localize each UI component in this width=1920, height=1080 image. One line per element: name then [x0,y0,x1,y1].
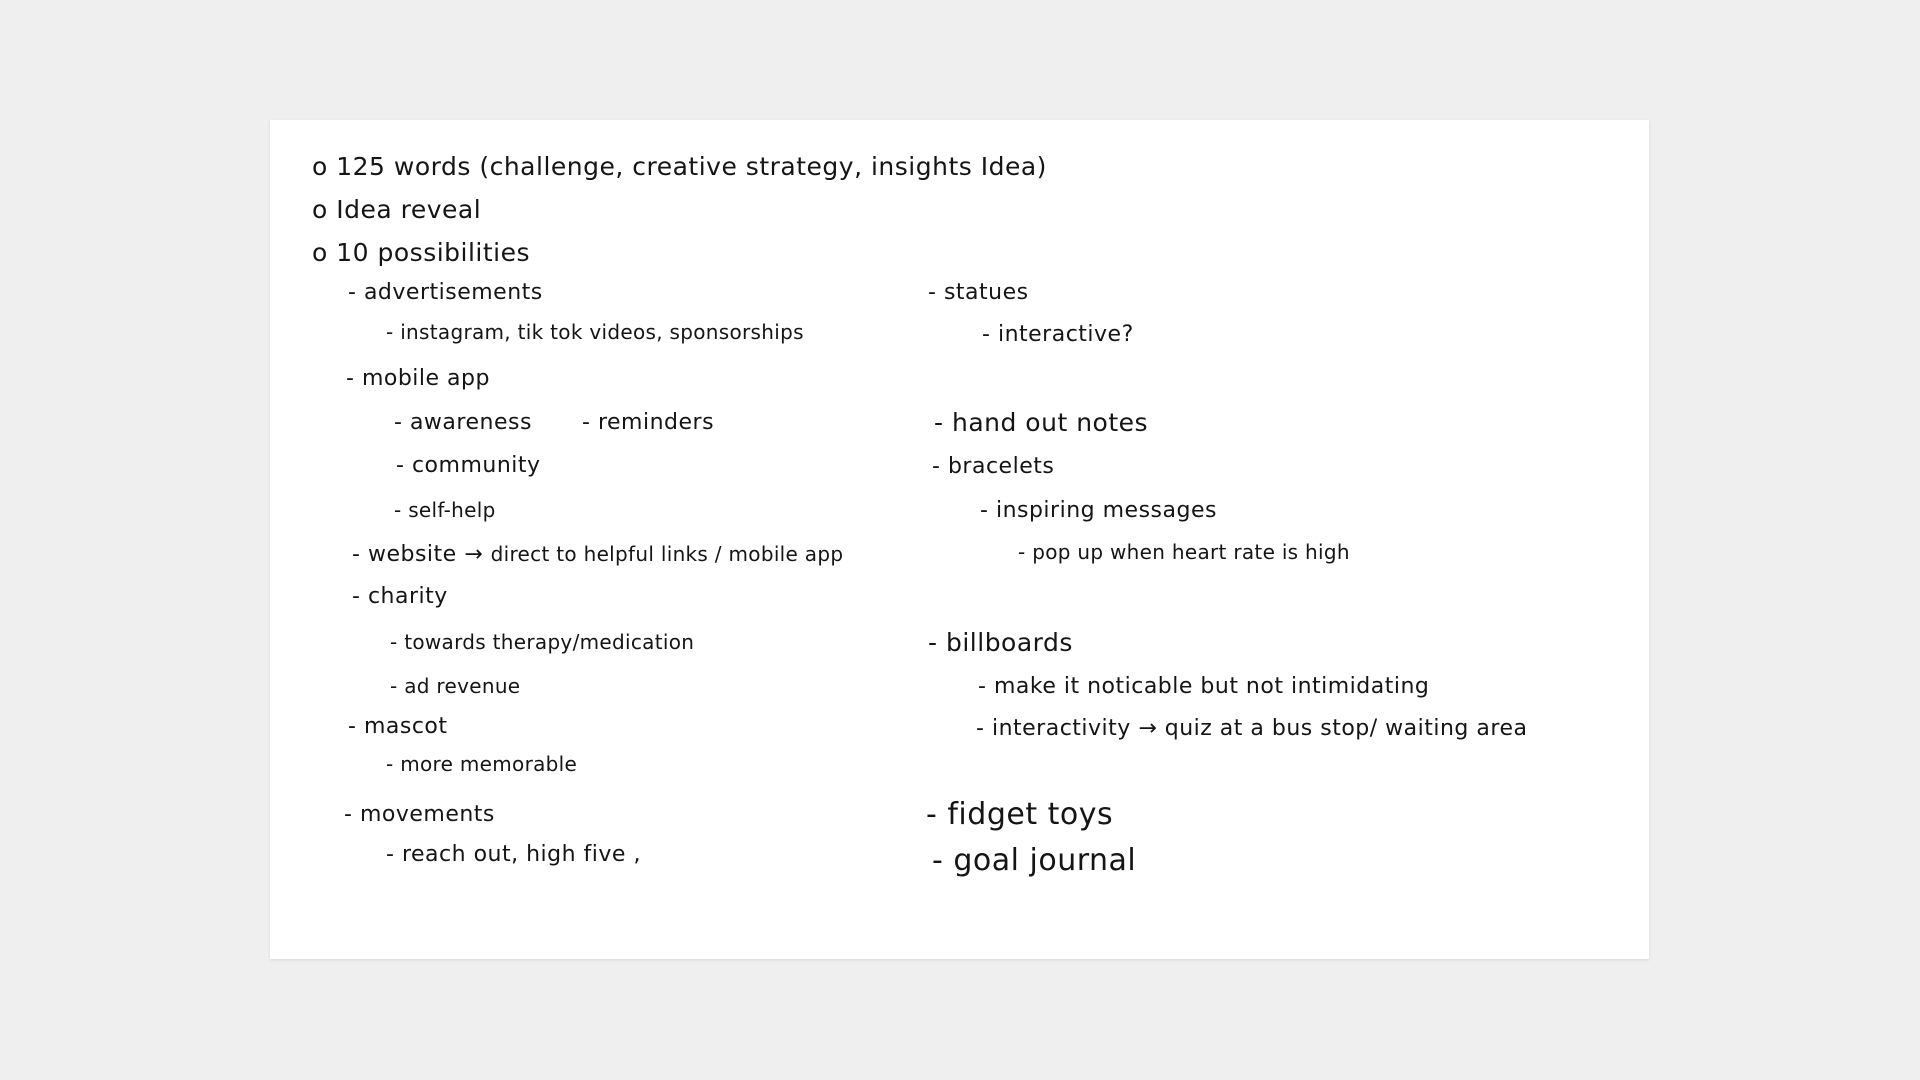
subitem-reminders [582,412,714,434]
item-text: reminders [597,410,715,435]
item-website [352,544,843,566]
dash-marker: - [352,542,361,567]
subitem-charity-ad-revenue [390,676,520,696]
item-text: towards therapy/medication [404,630,695,654]
dash-marker: - [394,410,403,435]
item-mascot [348,716,448,738]
item-text: mascot [363,714,448,739]
dash-marker: - [932,454,941,479]
dash-marker: - [344,802,353,827]
subitem-mascot-memorable [386,754,577,774]
dash-marker: - [386,320,394,344]
item-text: awareness [409,410,532,435]
item-text: hand out notes [951,408,1149,437]
item-goal-journal [932,843,1137,878]
dash-marker: - [982,322,991,347]
item-text: more memorable [400,752,578,776]
item-text: website [367,542,457,567]
dash-marker: - [928,280,937,305]
top-item-word-count [312,154,1047,179]
dash-marker: - [386,752,394,776]
dash-marker: - [928,628,938,657]
item-charity [352,586,448,608]
item-fidget-toys [926,797,1114,832]
dash-marker: - [346,366,355,391]
dash-marker: - [348,714,357,739]
item-text: ad revenue [404,674,521,698]
top-item-text: 125 words (challenge, creative strategy, insights Idea) [336,152,1047,181]
dash-marker: - [348,280,357,305]
item-text: community [411,453,541,478]
arrow-glyph: → [464,542,484,567]
item-text: goal journal [953,843,1137,878]
subitem-billboards-noticable [978,676,1429,698]
item-text: instagram, tik tok videos, sponsorships [400,320,804,344]
subitem-self-help [394,500,496,520]
top-item-text: Idea reveal [336,195,482,224]
top-item-text: 10 possibilities [336,238,531,267]
dash-marker: - [386,842,395,867]
dash-marker: - [934,408,944,437]
dash-marker: - [390,630,398,654]
item-statues [928,282,1029,304]
bullet-marker: o [312,238,328,267]
top-item-possibilities [312,240,530,265]
subitem-bracelets-messages [980,500,1217,522]
bullet-marker: o [312,195,328,224]
item-detail-text: quiz at a bus stop/ waiting area [1164,716,1528,741]
dash-marker: - [980,498,989,523]
dash-marker: - [926,797,938,832]
bullet-marker: o [312,152,328,181]
item-text: bracelets [947,454,1055,479]
item-text: inspiring messages [995,498,1217,523]
dash-marker: - [396,453,405,478]
item-text: interactive? [997,322,1134,347]
subitem-billboards-interactivity [976,718,1527,740]
item-text: advertisements [363,280,543,305]
item-text: movements [359,802,495,827]
item-text: fidget toys [947,797,1114,832]
dash-marker: - [978,674,987,699]
item-text: billboards [945,628,1073,657]
top-item-idea-reveal [312,197,481,222]
item-text: charity [367,584,448,609]
subitem-movements-examples [386,844,641,866]
subitem-charity-therapy [390,632,694,652]
dash-marker: - [582,410,591,435]
item-mobile-app [346,368,490,390]
dash-marker: - [352,584,361,609]
arrow-glyph: → [1138,716,1158,741]
dash-marker: - [932,843,944,878]
item-text: mobile app [361,366,490,391]
note-page [270,120,1649,959]
item-text: statues [943,280,1029,305]
subitem-awareness [394,412,532,434]
dash-marker: - [976,716,985,741]
dash-marker: - [394,498,402,522]
item-detail-text: direct to helpful links / mobile app [490,542,844,566]
item-text: interactivity [991,716,1131,741]
subitem-community [396,455,541,477]
item-text: make it noticable but not intimidating [993,674,1430,699]
item-text: pop up when heart rate is high [1032,540,1350,564]
subitem-statues-interactive [982,324,1134,346]
item-text: self-help [408,498,496,522]
item-text: reach out, high five , [401,842,641,867]
item-billboards [928,630,1073,655]
subitem-bracelets-heart-rate [1018,542,1350,562]
dash-marker: - [1018,540,1026,564]
item-movements [344,804,495,826]
item-bracelets [932,456,1054,478]
item-advertisements [348,282,543,304]
subitem-advertisements-channels [386,322,804,342]
dash-marker: - [390,674,398,698]
item-hand-out-notes [934,410,1148,435]
